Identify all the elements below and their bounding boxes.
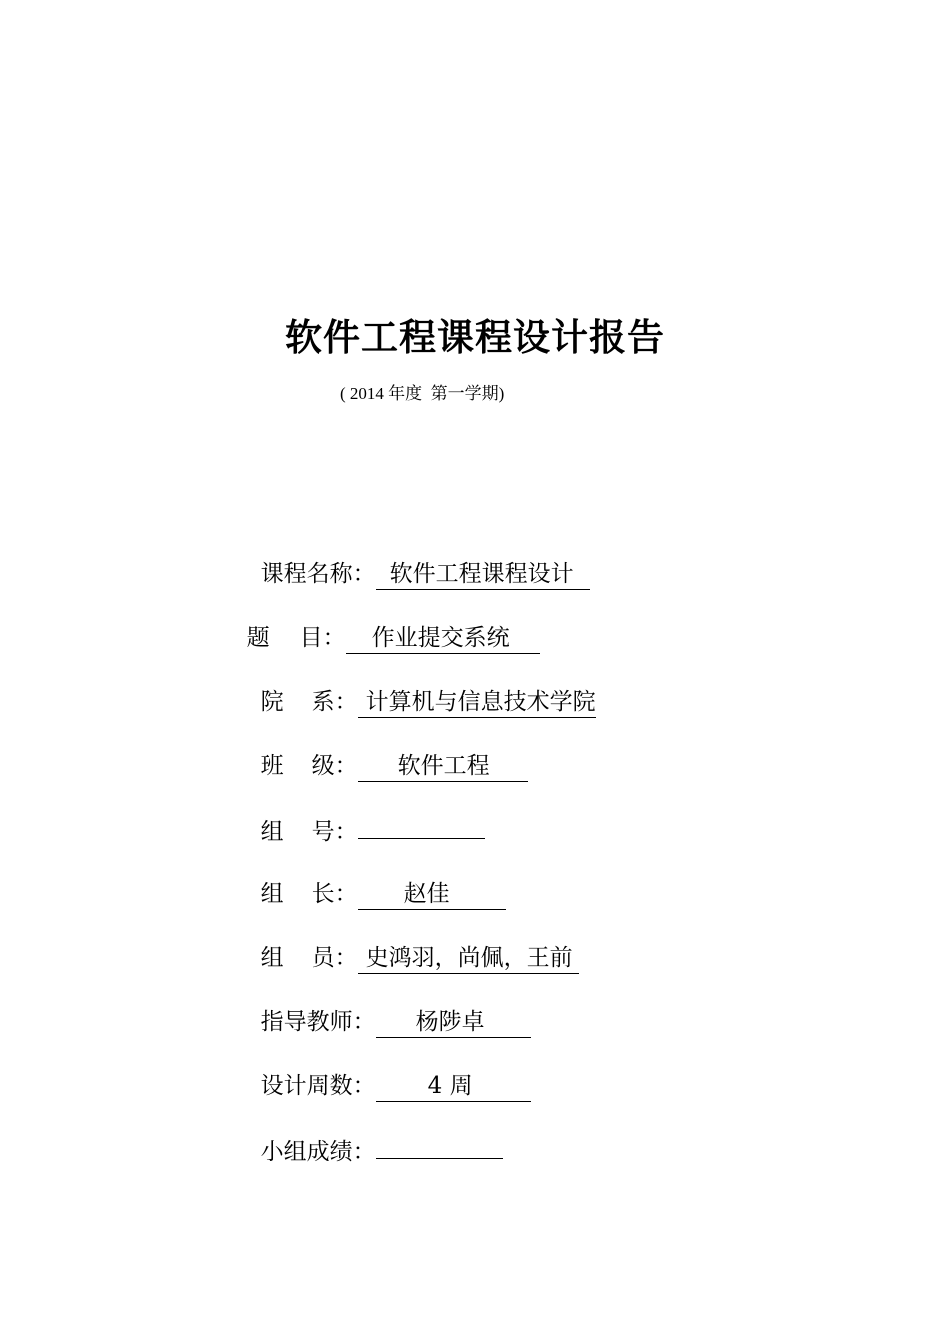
field-value: 软件工程 [358, 751, 528, 782]
field-value [376, 1132, 503, 1159]
field-design-weeks [246, 1032, 531, 1099]
report-title: 软件工程课程设计报告 [285, 316, 665, 359]
field-label: 组 长： [260, 881, 358, 907]
field-value: 作业提交系统 [346, 623, 540, 654]
field-value: 赵佳 [358, 879, 506, 910]
field-label: 题 目： [246, 625, 346, 651]
field-label: 设计周数： [260, 1073, 376, 1099]
field-label: 课程名称： [260, 561, 376, 587]
field-value: 软件工程课程设计 [376, 559, 590, 590]
field-group-number [246, 776, 485, 845]
field-label: 组 员： [260, 945, 358, 971]
field-label: 组 号： [260, 819, 358, 845]
field-group-members [246, 904, 579, 971]
field-advisor [246, 968, 531, 1035]
field-label: 小组成绩： [260, 1139, 376, 1165]
field-value: 史鸿羽，尚佩，王前 [358, 943, 579, 974]
field-group-grade [246, 1096, 503, 1165]
field-label: 班 级： [260, 753, 358, 779]
field-topic [232, 584, 540, 651]
field-label: 院 系： [260, 689, 358, 715]
report-semester: ( 2014 年度 第一学期) [340, 384, 505, 403]
field-group-leader [246, 840, 506, 907]
field-department [246, 648, 596, 715]
field-value: 4 周 [376, 1071, 531, 1102]
field-value: 计算机与信息技术学院 [358, 687, 596, 718]
field-class [246, 712, 528, 779]
field-label: 指导教师： [260, 1009, 376, 1035]
field-value: 杨陟卓 [376, 1007, 531, 1038]
field-value [358, 812, 485, 839]
field-course-name [246, 520, 590, 587]
